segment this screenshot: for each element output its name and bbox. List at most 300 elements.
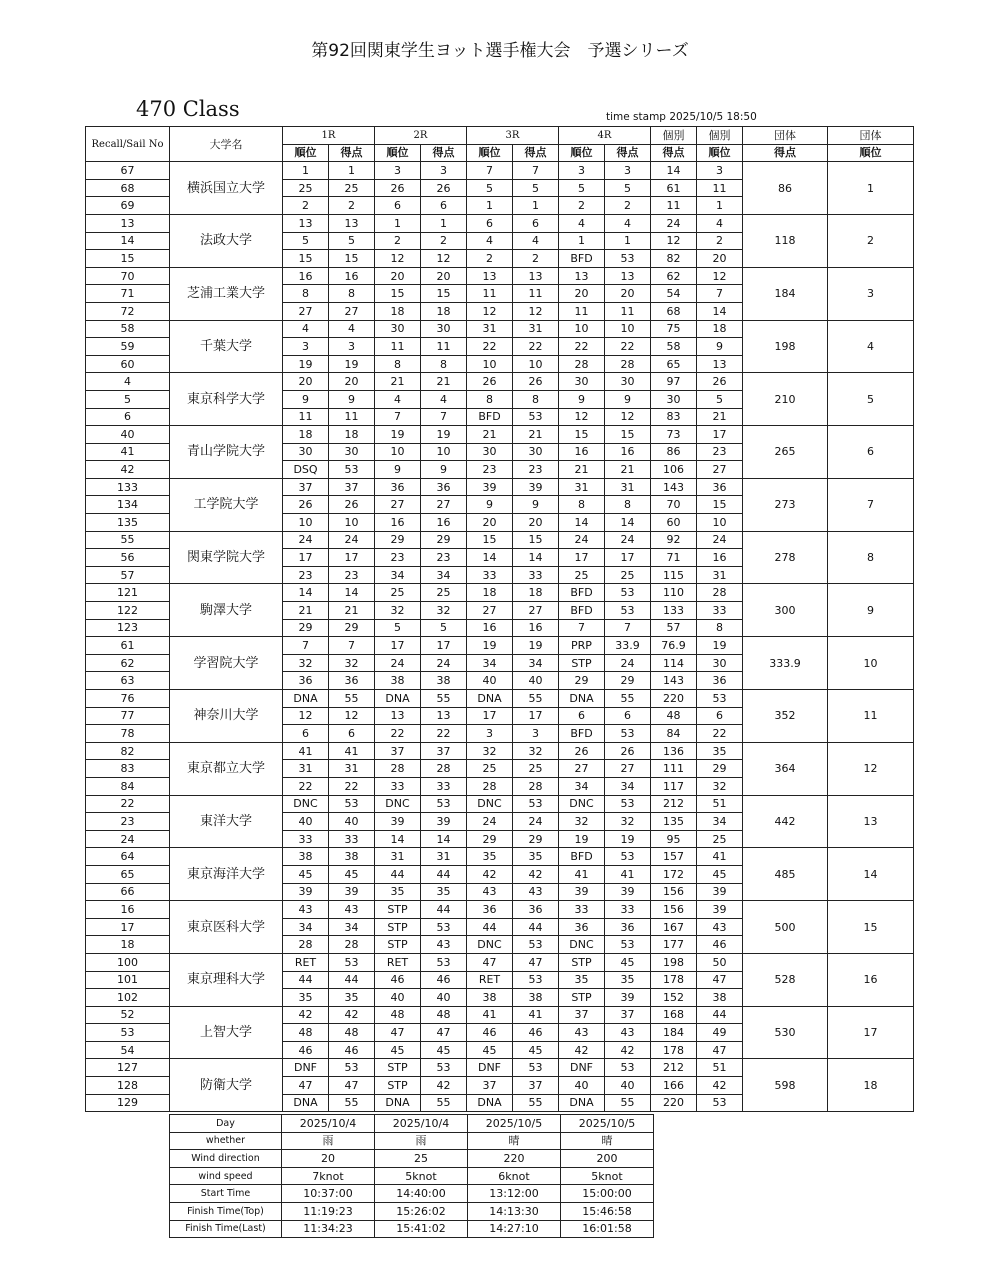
race-info-value: 2025/10/4 xyxy=(375,1115,468,1133)
race-score: 15 xyxy=(605,426,651,444)
race-info-value: 15:46:58 xyxy=(561,1202,654,1220)
sail-number: 135 xyxy=(86,514,170,532)
race-rank: 28 xyxy=(559,355,605,373)
sailor-row xyxy=(86,531,914,549)
individual-score: 178 xyxy=(651,1041,697,1059)
race-score: 48 xyxy=(421,1006,467,1024)
race-score: 22 xyxy=(605,338,651,356)
sailor-row xyxy=(86,426,914,444)
race-score: 6 xyxy=(329,725,375,743)
race-rank: DNF xyxy=(467,1059,513,1077)
race-rank: 33 xyxy=(467,566,513,584)
individual-score: 166 xyxy=(651,1077,697,1095)
sail-number: 77 xyxy=(86,707,170,725)
individual-score: 143 xyxy=(651,672,697,690)
sail-number: 63 xyxy=(86,672,170,690)
race-score: 5 xyxy=(513,179,559,197)
header-score: 得点 xyxy=(421,144,467,162)
race-score: 30 xyxy=(513,443,559,461)
race-score: 37 xyxy=(605,1006,651,1024)
race-info-label: Finish Time(Last) xyxy=(170,1220,282,1238)
individual-rank: 26 xyxy=(697,373,743,391)
race-score: 45 xyxy=(605,953,651,971)
sailor-row xyxy=(86,162,914,180)
race-score: 20 xyxy=(605,285,651,303)
race-rank: 2 xyxy=(559,197,605,215)
individual-rank: 10 xyxy=(697,514,743,532)
race-rank: DNA xyxy=(283,1094,329,1112)
race-rank: 10 xyxy=(559,320,605,338)
sailor-row xyxy=(86,373,914,391)
race-rank: 40 xyxy=(283,813,329,831)
race-rank: STP xyxy=(375,1059,421,1077)
race-score: 6 xyxy=(421,197,467,215)
sailor-row xyxy=(86,267,914,285)
race-info-value: 14:40:00 xyxy=(375,1185,468,1203)
sail-number: 56 xyxy=(86,549,170,567)
race-score: 21 xyxy=(421,373,467,391)
race-info-value: 10:37:00 xyxy=(282,1185,375,1203)
individual-rank: 30 xyxy=(697,654,743,672)
race-rank: 1 xyxy=(467,197,513,215)
race-info-row xyxy=(170,1115,654,1133)
race-rank: 18 xyxy=(283,426,329,444)
individual-rank: 24 xyxy=(697,531,743,549)
individual-rank: 46 xyxy=(697,936,743,954)
team-rank: 16 xyxy=(828,953,914,1006)
individual-score: 82 xyxy=(651,250,697,268)
race-rank: 25 xyxy=(283,179,329,197)
race-score: 20 xyxy=(329,373,375,391)
race-score: 11 xyxy=(605,302,651,320)
race-score: 34 xyxy=(329,918,375,936)
sail-number: 16 xyxy=(86,901,170,919)
race-rank: BFD xyxy=(559,250,605,268)
race-score: 35 xyxy=(421,883,467,901)
race-rank: 11 xyxy=(467,285,513,303)
race-score: 29 xyxy=(329,619,375,637)
race-rank: 44 xyxy=(283,971,329,989)
race-rank: 12 xyxy=(375,250,421,268)
team-rank: 12 xyxy=(828,742,914,795)
individual-rank: 36 xyxy=(697,478,743,496)
sail-number: 123 xyxy=(86,619,170,637)
sail-number: 134 xyxy=(86,496,170,514)
race-rank: DNA xyxy=(559,1094,605,1112)
race-score: 25 xyxy=(329,179,375,197)
sail-number: 65 xyxy=(86,865,170,883)
individual-score: 167 xyxy=(651,918,697,936)
race-score: 16 xyxy=(605,443,651,461)
race-score: 55 xyxy=(329,1094,375,1112)
race-rank: 21 xyxy=(559,461,605,479)
race-rank: 28 xyxy=(283,936,329,954)
race-score: 37 xyxy=(329,478,375,496)
individual-score: 11 xyxy=(651,197,697,215)
race-score: 53 xyxy=(605,725,651,743)
race-rank: 28 xyxy=(375,760,421,778)
sailor-row xyxy=(86,478,914,496)
race-rank: 38 xyxy=(283,848,329,866)
individual-score: 68 xyxy=(651,302,697,320)
race-rank: 28 xyxy=(467,777,513,795)
race-score: 29 xyxy=(605,672,651,690)
race-rank: 33 xyxy=(375,777,421,795)
race-score: 1 xyxy=(605,232,651,250)
race-score: 42 xyxy=(513,865,559,883)
race-rank: 37 xyxy=(559,1006,605,1024)
race-info-body xyxy=(170,1115,654,1238)
race-score: 53 xyxy=(513,971,559,989)
race-score: 53 xyxy=(605,250,651,268)
race-score: 23 xyxy=(329,566,375,584)
race-rank: DNC xyxy=(559,795,605,813)
race-rank: PRP xyxy=(559,637,605,655)
university-name: 東京理科大学 xyxy=(170,953,283,1006)
results-table xyxy=(85,126,914,1112)
race-rank: 13 xyxy=(283,214,329,232)
race-score: 43 xyxy=(513,883,559,901)
individual-score: 106 xyxy=(651,461,697,479)
race-rank: 31 xyxy=(559,478,605,496)
race-rank: 20 xyxy=(467,514,513,532)
race-score: 2 xyxy=(605,197,651,215)
timestamp: time stamp 2025/10/5 18:50 xyxy=(606,111,757,123)
race-rank: 3 xyxy=(559,162,605,180)
race-score: 41 xyxy=(605,865,651,883)
race-rank: 32 xyxy=(283,654,329,672)
race-rank: 30 xyxy=(559,373,605,391)
race-score: 19 xyxy=(329,355,375,373)
race-rank: DNC xyxy=(559,936,605,954)
race-rank: RET xyxy=(467,971,513,989)
sailor-row xyxy=(86,1059,914,1077)
race-rank: 10 xyxy=(467,355,513,373)
team-score: 278 xyxy=(743,531,828,584)
individual-rank: 16 xyxy=(697,549,743,567)
team-score: 352 xyxy=(743,690,828,743)
race-rank: 24 xyxy=(283,531,329,549)
race-score: 3 xyxy=(605,162,651,180)
race-rank: 5 xyxy=(467,179,513,197)
individual-score: 184 xyxy=(651,1024,697,1042)
race-score: 1 xyxy=(421,214,467,232)
individual-rank: 5 xyxy=(697,390,743,408)
race-rank: 21 xyxy=(375,373,421,391)
sailor-row xyxy=(86,1006,914,1024)
sail-number: 58 xyxy=(86,320,170,338)
race-score: 45 xyxy=(513,1041,559,1059)
race-score: 11 xyxy=(329,408,375,426)
race-rank: 38 xyxy=(375,672,421,690)
race-score: 33 xyxy=(513,566,559,584)
team-rank: 14 xyxy=(828,848,914,901)
race-rank: 17 xyxy=(467,707,513,725)
race-score: 13 xyxy=(421,707,467,725)
race-score: 38 xyxy=(513,989,559,1007)
team-score: 86 xyxy=(743,162,828,215)
race-score: 28 xyxy=(421,760,467,778)
race-rank: 4 xyxy=(559,214,605,232)
race-score: 9 xyxy=(605,390,651,408)
race-score: 30 xyxy=(605,373,651,391)
race-rank: 16 xyxy=(375,514,421,532)
race-score: 40 xyxy=(605,1077,651,1095)
sail-number: 67 xyxy=(86,162,170,180)
header-team-rank-top: 団体 xyxy=(828,127,914,145)
sail-number: 122 xyxy=(86,602,170,620)
sail-number: 4 xyxy=(86,373,170,391)
race-score: 19 xyxy=(421,426,467,444)
race-score: 40 xyxy=(329,813,375,831)
sail-number: 57 xyxy=(86,566,170,584)
race-score: 24 xyxy=(329,531,375,549)
race-rank: 25 xyxy=(559,566,605,584)
team-rank: 7 xyxy=(828,478,914,531)
race-score: 53 xyxy=(329,461,375,479)
race-score: 47 xyxy=(329,1077,375,1095)
race-rank: 14 xyxy=(283,584,329,602)
individual-rank: 35 xyxy=(697,742,743,760)
race-info-value: 15:41:02 xyxy=(375,1220,468,1238)
race-info-value: 220 xyxy=(468,1150,561,1168)
race-rank: 37 xyxy=(467,1077,513,1095)
header-team-score-top: 団体 xyxy=(743,127,828,145)
race-rank: 26 xyxy=(283,496,329,514)
race-rank: 14 xyxy=(375,830,421,848)
race-score: 43 xyxy=(329,901,375,919)
race-rank: STP xyxy=(559,989,605,1007)
race-rank: BFD xyxy=(559,848,605,866)
header-race-1: 1R xyxy=(283,127,375,145)
race-info-value: 14:13:30 xyxy=(468,1202,561,1220)
race-rank: 15 xyxy=(559,426,605,444)
race-score: 22 xyxy=(329,777,375,795)
race-rank: 2 xyxy=(467,250,513,268)
race-rank: 11 xyxy=(559,302,605,320)
race-score: 28 xyxy=(329,936,375,954)
race-info-value: 15:26:02 xyxy=(375,1202,468,1220)
race-rank: 5 xyxy=(559,179,605,197)
sail-number: 61 xyxy=(86,637,170,655)
race-score: 53 xyxy=(605,602,651,620)
individual-score: 58 xyxy=(651,338,697,356)
race-rank: BFD xyxy=(467,408,513,426)
race-info-row xyxy=(170,1185,654,1203)
sail-number: 66 xyxy=(86,883,170,901)
race-score: 39 xyxy=(329,883,375,901)
sailor-row xyxy=(86,742,914,760)
race-rank: 22 xyxy=(559,338,605,356)
individual-score: 61 xyxy=(651,179,697,197)
race-info-value: 晴 xyxy=(468,1132,561,1150)
race-rank: 39 xyxy=(559,883,605,901)
race-score: 20 xyxy=(513,514,559,532)
race-score: 45 xyxy=(421,1041,467,1059)
race-score: 21 xyxy=(605,461,651,479)
team-score: 485 xyxy=(743,848,828,901)
individual-score: 84 xyxy=(651,725,697,743)
individual-score: 115 xyxy=(651,566,697,584)
race-info-row xyxy=(170,1167,654,1185)
individual-rank: 50 xyxy=(697,953,743,971)
race-score: 36 xyxy=(421,478,467,496)
header-recall: Recall/Sail No xyxy=(86,127,170,162)
race-score: 12 xyxy=(421,250,467,268)
race-rank: 27 xyxy=(375,496,421,514)
race-score: 1 xyxy=(513,197,559,215)
race-info-label: Start Time xyxy=(170,1185,282,1203)
individual-rank: 20 xyxy=(697,250,743,268)
race-rank: 43 xyxy=(283,901,329,919)
individual-score: 73 xyxy=(651,426,697,444)
race-rank: DNC xyxy=(375,795,421,813)
team-rank: 15 xyxy=(828,901,914,954)
race-score: 23 xyxy=(513,461,559,479)
individual-rank: 22 xyxy=(697,725,743,743)
race-info-value: 25 xyxy=(375,1150,468,1168)
header-score: 得点 xyxy=(329,144,375,162)
individual-rank: 39 xyxy=(697,883,743,901)
race-score: 37 xyxy=(513,1077,559,1095)
race-rank: 35 xyxy=(283,989,329,1007)
race-score: 53 xyxy=(605,795,651,813)
sailor-row xyxy=(86,214,914,232)
university-name: 千葉大学 xyxy=(170,320,283,373)
race-score: 53 xyxy=(421,795,467,813)
header-race-2: 2R xyxy=(375,127,467,145)
university-name: 学習院大学 xyxy=(170,637,283,690)
race-score: 29 xyxy=(421,531,467,549)
race-score: 22 xyxy=(421,725,467,743)
race-score: 21 xyxy=(513,426,559,444)
race-rank: DSQ xyxy=(283,461,329,479)
race-score: 42 xyxy=(605,1041,651,1059)
race-info-value: 雨 xyxy=(282,1132,375,1150)
race-rank: 2 xyxy=(283,197,329,215)
race-score: 31 xyxy=(513,320,559,338)
individual-score: 110 xyxy=(651,584,697,602)
race-rank: 17 xyxy=(559,549,605,567)
individual-rank: 21 xyxy=(697,408,743,426)
race-rank: DNF xyxy=(559,1059,605,1077)
sail-number: 22 xyxy=(86,795,170,813)
sail-number: 129 xyxy=(86,1094,170,1112)
university-name: 法政大学 xyxy=(170,214,283,267)
race-score: 28 xyxy=(605,355,651,373)
individual-score: 48 xyxy=(651,707,697,725)
university-name: 東洋大学 xyxy=(170,795,283,848)
individual-score: 168 xyxy=(651,1006,697,1024)
race-rank: 34 xyxy=(375,566,421,584)
race-rank: 24 xyxy=(375,654,421,672)
race-score: 10 xyxy=(513,355,559,373)
race-rank: 24 xyxy=(467,813,513,831)
race-rank: 8 xyxy=(467,390,513,408)
race-score: 4 xyxy=(513,232,559,250)
race-rank: 37 xyxy=(283,478,329,496)
individual-score: 212 xyxy=(651,795,697,813)
race-score: 18 xyxy=(421,302,467,320)
race-rank: 32 xyxy=(467,742,513,760)
race-rank: 14 xyxy=(467,549,513,567)
header-indiv-rank-top: 個別 xyxy=(697,127,743,145)
individual-score: 71 xyxy=(651,549,697,567)
race-rank: 3 xyxy=(283,338,329,356)
race-rank: 47 xyxy=(283,1077,329,1095)
individual-rank: 49 xyxy=(697,1024,743,1042)
header-score: 得点 xyxy=(513,144,559,162)
individual-rank: 32 xyxy=(697,777,743,795)
race-score: 38 xyxy=(421,672,467,690)
race-rank: STP xyxy=(375,936,421,954)
race-score: 53 xyxy=(421,953,467,971)
race-rank: 3 xyxy=(467,725,513,743)
race-score: 44 xyxy=(513,918,559,936)
race-rank: 21 xyxy=(467,426,513,444)
race-rank: 46 xyxy=(467,1024,513,1042)
sail-number: 71 xyxy=(86,285,170,303)
individual-rank: 25 xyxy=(697,830,743,848)
sailor-row xyxy=(86,848,914,866)
race-score: 45 xyxy=(329,865,375,883)
race-score: 36 xyxy=(329,672,375,690)
team-score: 530 xyxy=(743,1006,828,1059)
race-rank: 41 xyxy=(559,865,605,883)
race-score: 33 xyxy=(605,901,651,919)
race-rank: STP xyxy=(559,953,605,971)
individual-rank: 44 xyxy=(697,1006,743,1024)
race-score: 8 xyxy=(329,285,375,303)
individual-rank: 3 xyxy=(697,162,743,180)
race-rank: DNC xyxy=(283,795,329,813)
race-rank: 32 xyxy=(375,602,421,620)
race-score: 53 xyxy=(513,936,559,954)
race-score: 55 xyxy=(605,690,651,708)
individual-rank: 41 xyxy=(697,848,743,866)
class-name: 470 Class xyxy=(136,97,240,121)
university-name: 芝浦工業大学 xyxy=(170,267,283,320)
sail-number: 23 xyxy=(86,813,170,831)
race-score: 36 xyxy=(605,918,651,936)
race-info-label: wind speed xyxy=(170,1167,282,1185)
race-score: 36 xyxy=(513,901,559,919)
race-score: 40 xyxy=(513,672,559,690)
race-rank: 25 xyxy=(467,760,513,778)
race-rank: 14 xyxy=(559,514,605,532)
race-rank: 39 xyxy=(467,478,513,496)
sail-number: 18 xyxy=(86,936,170,954)
race-rank: 31 xyxy=(283,760,329,778)
race-rank: 16 xyxy=(467,619,513,637)
individual-score: 114 xyxy=(651,654,697,672)
university-name: 東京都立大学 xyxy=(170,742,283,795)
team-score: 198 xyxy=(743,320,828,373)
sail-number: 64 xyxy=(86,848,170,866)
individual-score: 143 xyxy=(651,478,697,496)
race-score: 12 xyxy=(605,408,651,426)
individual-score: 178 xyxy=(651,971,697,989)
sailor-row xyxy=(86,320,914,338)
race-rank: 6 xyxy=(375,197,421,215)
race-info-value: 13:12:00 xyxy=(468,1185,561,1203)
individual-rank: 38 xyxy=(697,989,743,1007)
race-rank: 31 xyxy=(467,320,513,338)
individual-score: 57 xyxy=(651,619,697,637)
race-score: 7 xyxy=(513,162,559,180)
race-rank: 8 xyxy=(283,285,329,303)
race-score: 1 xyxy=(329,162,375,180)
